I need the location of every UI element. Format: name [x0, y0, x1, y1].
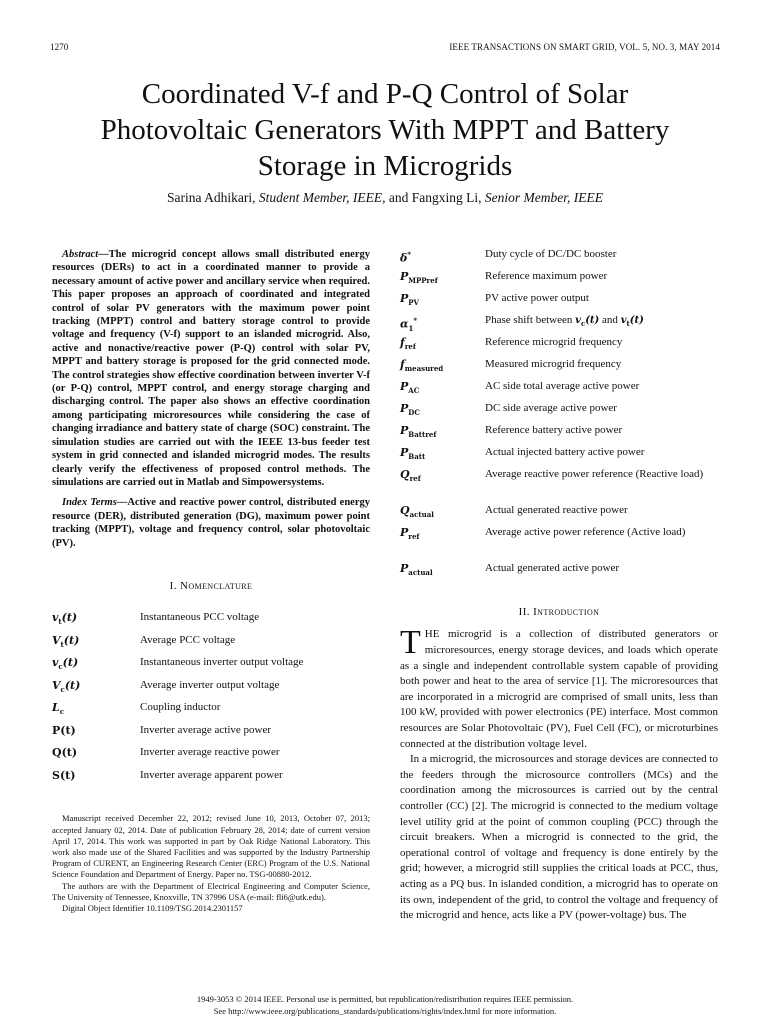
symbol-desc: Actual injected battery active power [485, 446, 645, 458]
symbol-desc: PV active power output [485, 292, 589, 304]
symbol: P(t) [52, 723, 76, 737]
desc-text: Phase shift between [485, 314, 576, 326]
abstract [52, 248, 370, 489]
abstract-text: The microgrid concept allows small distributed energy resources (DERs) to act in a coordinated manner to provide a necessary amount of active power and ancillary service when required. This paper proposes an approach of coordinated and integrated control of solar PV generators with the maximum power point tracking (MPPT) control and battery storage control to provide voltage and frequency (V-f) support to an islanded microgrid. Also, active and nonactive/reactive power (P-Q) control with solar PV, MPPT and battery storage is proposed for the grid connected mode. The control strategies show effective coordination between inverter V-f (or P-Q) control, MPPT control, and energy storage charging and discharging control. The paper also shows an effective coordination among participating microresources while considering the case of changing irradiance and battery state of charge (SOC) constraint. The simulation studies are carried out with the IEEE 13-bus feeder test system in grid connected and islanded microgrid modes. The results clearly verify the effectiveness of proposed control methods. The simulations are carried out in Matlab and Simpowersystems. [52, 249, 370, 488]
symbol: Q(t) [52, 746, 78, 760]
author-name: Sarina Adhikari, [166, 190, 259, 205]
author-line [40, 190, 730, 206]
intro-paragraph [400, 624, 718, 752]
left-column [52, 248, 370, 914]
symbol-desc: Inverter average active power [140, 723, 272, 736]
symbol-desc: Measured microgrid frequency [485, 358, 622, 370]
symbol: $v_c(t)$ [52, 656, 79, 672]
symbol-desc: AC side total average active power [485, 380, 640, 392]
symbol-desc: Reference maximum power [485, 270, 608, 282]
symbol-desc: Reference battery active power [485, 424, 623, 436]
symbol: $P_{DC}$ [400, 402, 420, 418]
title-line: Coordinated V-f and P-Q Control of Solar [141, 78, 629, 110]
symbol-desc [485, 314, 718, 336]
symbol-desc: Instantaneous PCC voltage [140, 611, 260, 624]
nomenclature-table-right [400, 248, 718, 584]
footnote-manuscript: Manuscript received December 22, 2012; revised June 10, 2013, October 07, 2013; accepted January 02, 2014. Date of publication February 28, 2014; date of current version April 17, 2014. This work was supported in part by Oak Ridge National Laboratory. This work also made use of the Shared Facilities and was supported by the Industry Partnership Program of CURENT, an Engineering Research Center (ERC) Program of the U.S. National Science Foundation and Department of Energy. Paper no. TSG-00880-2012. [52, 813, 370, 880]
symbol-desc: Average PCC voltage [140, 633, 236, 646]
symbol: $V_c(t)$ [52, 678, 81, 695]
introduction-heading [400, 606, 718, 619]
symbol: $v_t(t)$ [52, 611, 78, 627]
symbol: $P_{MPPref}$ [400, 270, 438, 286]
index-terms-label: Index Terms [62, 497, 117, 509]
introduction-body [400, 624, 718, 923]
footnote-doi: Digital Object Identifier 10.1109/TSG.2014.2301157 [62, 902, 243, 913]
symbol-desc: Duty cycle of DC/DC booster [485, 248, 617, 260]
symbol: $V_t(t)$ [52, 633, 80, 650]
abstract-label: Abstract [62, 249, 99, 260]
section-number: II. [518, 606, 534, 618]
drop-cap: T [400, 624, 421, 662]
right-column [400, 248, 718, 924]
symbol: $Q_{actual}$ [400, 504, 434, 520]
copyright-notice [40, 994, 730, 1017]
journal-header: IEEE TRANSACTIONS ON SMART GRID, VOL. 5, NO. 3, MAY 2014 [449, 42, 720, 52]
section-title: Nomenclature [180, 579, 253, 592]
symbol-desc: Inverter average apparent power [140, 768, 283, 781]
symbol-desc: DC side average active power [485, 402, 617, 414]
symbol: δ* [400, 250, 412, 265]
desc-text: and [599, 314, 621, 326]
index-terms [52, 496, 370, 550]
inline-symbol: $v_c(t)$ [575, 315, 600, 328]
paper-title [40, 76, 730, 184]
footnote [52, 813, 370, 914]
symbol-desc: Actual generated active power [485, 562, 620, 574]
symbol: $P_{Batt}$ [400, 446, 426, 462]
symbol: $P_{ref}$ [400, 526, 420, 542]
symbol-desc: Reference microgrid frequency [485, 336, 623, 348]
nomenclature-table-left [52, 611, 370, 791]
footnote-affiliation: The authors are with the Department of Electrical Engineering and Computer Science, The University of Tennessee, Knoxville, TN 37996 USA (e-mail: fli6@utk.edu). [52, 880, 370, 902]
symbol: $L_c$ [52, 701, 64, 717]
symbol-desc: Average inverter output voltage [140, 678, 280, 691]
symbol: $P_{actual}$ [400, 562, 433, 578]
symbol: $P_{PV}$ [400, 292, 419, 308]
symbol: $Q_{ref}$ [400, 468, 421, 484]
intro-text: HE microgrid is a collection of distributed generators or microresources, energy storage devices, and loads which operate as a single and independent controllable system capable of providing both power and heat to the area of service [1]. The microresources that are incorporated in a microgrid are comprised of small units, less than 100 kW, provided with power electronics (PE) interface. Most common resources are Solar Photovoltaic (PV), Fuel Cell (FC), or microturbines connected at the distribution voltage level. [400, 628, 718, 750]
symbol: $P_{Battref}$ [400, 424, 437, 440]
title-line: Storage in Microgrids [257, 150, 513, 182]
author-membership: Senior Member, IEEE [484, 190, 604, 205]
symbol-desc: Inverter average reactive power [140, 746, 280, 759]
symbol-desc: Coupling inductor [140, 701, 221, 714]
index-terms-dash: — [116, 497, 128, 509]
symbol: $f_{measured}$ [400, 358, 444, 374]
symbol-desc: Average active power reference (Active load) [485, 526, 686, 538]
symbol-desc: Average reactive power reference (Reactive load) [485, 468, 704, 480]
nomenclature-heading [52, 580, 370, 593]
copyright-line: 1949-3053 © 2014 IEEE. Personal use is permitted, but republication/redistribution requires IEEE permission. [196, 994, 574, 1004]
intro-paragraph: In a microgrid, the microsources and storage devices are connected to the feeders through the microsource controllers (MCs) and the coordination among the microsources is carried out by the central controller (CC) [2]. The microgrid is connected to the medium voltage level utility grid at the point of common coupling (PCC) through the circuit breakers. When a microgrid is connected to the grid, the operational control of voltage and frequency is done entirely by the grid; however, a microgrid still supplies the critical loads at PCC, thus, acting as a PQ bus. In islanded condition, a microgrid has to operate on its own, independent of the grid, to control the voltage and frequency of the microgrid and hence, acts like a PV (power-voltage) bus. The [400, 753, 718, 922]
author-conjunction: and Fangxing Li, [385, 190, 485, 205]
copyright-line: See http://www.ieee.org/publications_standards/publications/rights/index.html for more information. [213, 1005, 557, 1016]
symbol-desc: Actual generated reactive power [485, 504, 628, 516]
page-number: 1270 [50, 42, 69, 52]
symbol: $P_{AC}$ [400, 380, 420, 396]
symbol-desc: Instantaneous inverter output voltage [140, 656, 304, 669]
abstract-dash: — [98, 249, 109, 260]
symbol: $\alpha_1^*$ [400, 316, 418, 333]
author-membership: Student Member, IEEE, [258, 190, 386, 205]
section-number: I. [169, 579, 181, 592]
title-line: Photovoltaic Generators With MPPT and Battery [100, 114, 670, 146]
symbol: S(t) [52, 768, 76, 782]
symbol: $f_{ref}$ [400, 336, 416, 352]
section-title: Introduction [533, 606, 600, 618]
inline-symbol: $v_t(t)$ [620, 315, 644, 328]
index-terms-text: Active and reactive power control, distributed energy resource (DER), distributed generation (DG), maximum power point tracking (MPPT), voltage and frequency control, solar photovoltaic (PV). [52, 497, 370, 549]
